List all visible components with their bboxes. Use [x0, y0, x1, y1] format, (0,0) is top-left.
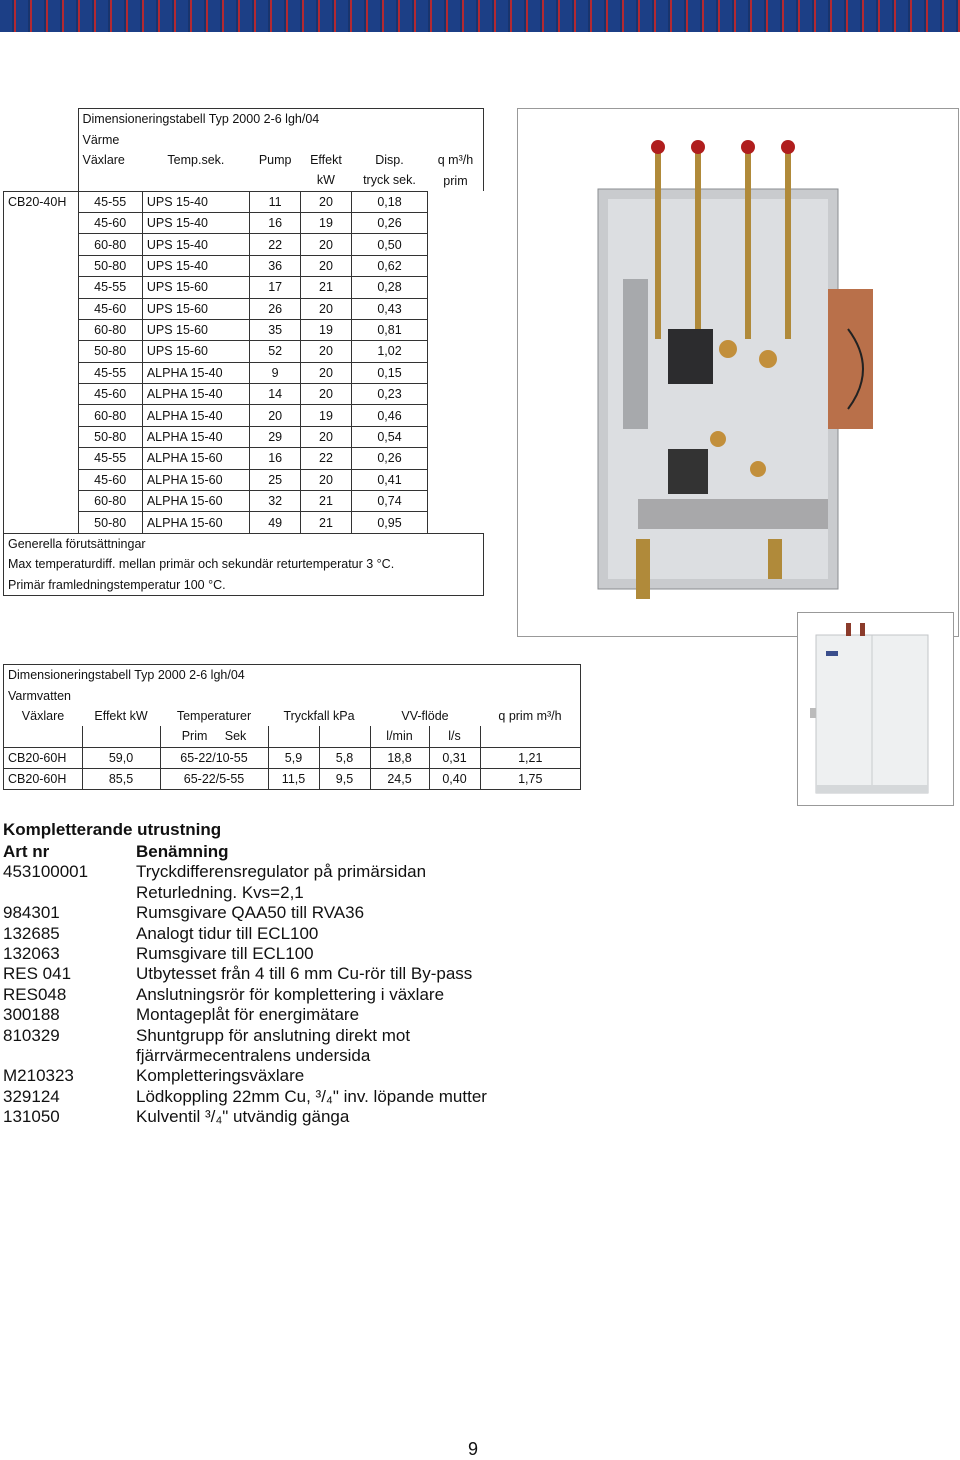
page-number: 9 [468, 1439, 479, 1459]
note-primary-temp: Primär framledningstemperatur 100 °C. [4, 575, 484, 596]
accessory-item [3, 1107, 536, 1127]
table1-row [4, 234, 484, 255]
table1-cell: UPS 15-60 [142, 341, 249, 362]
table2-cell: 1,21 [480, 747, 581, 768]
table1-cell: 29 [249, 426, 300, 447]
table1-row [4, 362, 484, 383]
accessory-name: Anslutningsrör för komplettering i växlare [136, 984, 445, 1004]
accessory-name: Kulventil ³/₄" utvändig gänga [136, 1107, 350, 1127]
accessory-name: Rumsgivare QAA50 till RVA36 [136, 903, 365, 923]
table2-row [4, 768, 581, 789]
table1-cell: 45-60 [78, 469, 142, 490]
table2-cell: 18,8 [370, 747, 429, 768]
table1-cell: 0,43 [351, 298, 428, 319]
table2-body [4, 747, 581, 790]
table1-cell: 60-80 [78, 405, 142, 426]
heating-dimension-table [3, 108, 484, 596]
table1-row [4, 298, 484, 319]
table1-title: Dimensioneringstabell Typ 2000 2-6 lgh/04 [78, 109, 484, 130]
table1-cell: 32 [249, 491, 300, 512]
table2-cell: 5,9 [268, 747, 319, 768]
note-max-diff: Max temperaturdiff. mellan primär och sekundär returtemperatur 3 °C. [4, 554, 484, 574]
table1-cell: 21 [301, 491, 351, 512]
table1-cell: 20 [301, 255, 351, 276]
table1-row [4, 405, 484, 426]
table1-cell: 20 [301, 469, 351, 490]
hot-water-dimension-table [3, 664, 581, 790]
table1-cell: 45-55 [78, 362, 142, 383]
table1-cell: ALPHA 15-40 [142, 384, 249, 405]
table1-cell: 21 [301, 512, 351, 533]
accessory-art-nr: 132685 [3, 923, 60, 943]
col2-ls: l/s [429, 726, 480, 747]
table1-cell: 52 [249, 341, 300, 362]
table1-cell: 20 [301, 341, 351, 362]
col2-vaxlare: Växlare [4, 706, 83, 726]
top-banner [0, 0, 960, 32]
table1-subtitle: Värme [78, 129, 484, 149]
table1-cell: 0,74 [351, 491, 428, 512]
table1-cell: 45-55 [78, 277, 142, 298]
col-effekt: Effekt [310, 152, 342, 167]
accessory-name: Utbytesset från 4 till 6 mm Cu-rör till By-pass [136, 964, 473, 984]
table1-row [4, 448, 484, 469]
table1-row [4, 319, 484, 340]
table2-title: Dimensioneringstabell Typ 2000 2-6 lgh/04 [4, 665, 581, 686]
table1-cell: 20 [301, 191, 351, 212]
accessory-item [3, 1005, 536, 1025]
col2-vv: VV-flöde [401, 708, 449, 723]
accessory-item [3, 944, 536, 964]
table1-cell: ALPHA 15-40 [142, 362, 249, 383]
table1-cell: 50-80 [78, 512, 142, 533]
table2-cell: 24,5 [370, 768, 429, 789]
accessory-item [3, 964, 536, 984]
table2-cell: 0,31 [429, 747, 480, 768]
accessory-name: Shuntgrupp för anslutning direkt mot [136, 1025, 411, 1045]
col-disp: Disp. [375, 152, 404, 167]
table1-cell: UPS 15-40 [142, 234, 249, 255]
col-effekt-unit: kW [316, 173, 335, 188]
table2-cell: CB20-60H [4, 747, 83, 768]
table1-row [4, 491, 484, 512]
table1-cell: 60-80 [78, 234, 142, 255]
accessory-item [3, 1066, 536, 1086]
table1-cell: 16 [249, 448, 300, 469]
accessories-col-art: Art nr [3, 842, 50, 861]
table2-cell: 9,5 [319, 768, 370, 789]
accessory-name: fjärrvärmecentralens undersida [136, 1046, 371, 1066]
table1-cell: 16 [249, 212, 300, 233]
table1-cell: 60-80 [78, 491, 142, 512]
accessory-item [3, 862, 536, 882]
table1-cell: 45-55 [78, 191, 142, 212]
table1-cell: 0,81 [351, 319, 428, 340]
col-q2: prim [428, 170, 484, 191]
table1-cell: ALPHA 15-60 [142, 512, 249, 533]
table1-cell: 0,18 [351, 191, 428, 212]
table2-cell: 5,8 [319, 747, 370, 768]
accessory-item [3, 1087, 536, 1107]
accessories-title: Kompletterande utrustning [3, 820, 222, 839]
table1-cell: 21 [301, 277, 351, 298]
table1-cell: 50-80 [78, 341, 142, 362]
table2-cell: 65-22/10-55 [160, 747, 268, 768]
table1-cell: 0,50 [351, 234, 428, 255]
accessory-item [3, 1046, 536, 1066]
table1-cell: ALPHA 15-60 [142, 491, 249, 512]
table1-cell: 1,02 [351, 341, 428, 362]
table1-cell: 45-60 [78, 384, 142, 405]
table1-row [4, 469, 484, 490]
table1-cell: 49 [249, 512, 300, 533]
table1-cell: 36 [249, 255, 300, 276]
col-pump: Pump [258, 152, 292, 167]
col2-q: q prim m³/h [480, 706, 581, 726]
table1-cell: 20 [301, 298, 351, 319]
accessory-item [3, 903, 536, 923]
accessory-art-nr: M210323 [3, 1066, 74, 1086]
table1-cell: 0,15 [351, 362, 428, 383]
table1-row [4, 341, 484, 362]
table1-cell: 60-80 [78, 319, 142, 340]
table2-cell: 0,40 [429, 768, 480, 789]
accessory-name: Lödkoppling 22mm Cu, ³/₄" inv. löpande mutter [136, 1086, 487, 1106]
table1-cell: ALPHA 15-60 [142, 469, 249, 490]
accessory-art-nr: 132063 [3, 944, 60, 964]
accessories-list [3, 842, 536, 1128]
table1-cell: 25 [249, 469, 300, 490]
accessory-art-nr [3, 1046, 136, 1066]
table1-cell: 9 [249, 362, 300, 383]
table1-cell: 19 [301, 319, 351, 340]
table2-cell: 11,5 [268, 768, 319, 789]
accessory-name: Kompletteringsväxlare [136, 1066, 305, 1086]
table1-cell: UPS 15-60 [142, 319, 249, 340]
col2-lmin: l/min [370, 726, 429, 747]
table1-cell: 45-55 [78, 448, 142, 469]
accessory-item [3, 924, 536, 944]
note-general: Generella förutsättningar [4, 533, 484, 554]
table1-cell: 0,62 [351, 255, 428, 276]
table1-row [4, 191, 484, 212]
table1-row [4, 512, 484, 533]
accessory-item [3, 883, 536, 903]
accessory-art-nr: RES 041 [3, 964, 72, 984]
table1-cell: 45-60 [78, 212, 142, 233]
table1-cell: 0,28 [351, 277, 428, 298]
table1-row [4, 384, 484, 405]
accessory-name: Tryckdifferensregulator på primärsidan [136, 862, 427, 882]
table1-cell: 22 [301, 448, 351, 469]
table1-cell: 20 [249, 405, 300, 426]
table1-cell: 0,95 [351, 512, 428, 533]
table1-cell: UPS 15-60 [142, 277, 249, 298]
table2-cell: 85,5 [82, 768, 160, 789]
accessory-name: Rumsgivare till ECL100 [136, 944, 314, 964]
col2-tryck: Tryckfall kPa [283, 708, 355, 723]
table1-cell: 19 [301, 212, 351, 233]
accessory-art-nr [3, 883, 136, 903]
table2-cell: CB20-60H [4, 768, 83, 789]
col2-prim: Prim [181, 729, 208, 744]
table1-cell: 26 [249, 298, 300, 319]
table1-cell: 0,26 [351, 212, 428, 233]
table2-row [4, 747, 581, 768]
accessory-item [3, 985, 536, 1005]
accessory-art-nr: 984301 [3, 903, 60, 923]
table1-cell: 0,41 [351, 469, 428, 490]
table2-cell: 59,0 [82, 747, 160, 768]
table1-row [4, 426, 484, 447]
table1-cell: 50-80 [78, 426, 142, 447]
table1-cell: 0,23 [351, 384, 428, 405]
table1-cell: 0,54 [351, 426, 428, 447]
table2-cell: 65-22/5-55 [160, 768, 268, 789]
table1-cell: 35 [249, 319, 300, 340]
table1-cell: 0,26 [351, 448, 428, 469]
table1-cell: ALPHA 15-40 [142, 405, 249, 426]
table1-cell: 17 [249, 277, 300, 298]
table1-cell: 19 [301, 405, 351, 426]
accessory-art-nr: 453100001 [3, 862, 89, 882]
col-vaxlare: Växlare [78, 150, 142, 170]
table1-row [4, 212, 484, 233]
table2-cell: 1,75 [480, 768, 581, 789]
accessory-art-nr: 131050 [3, 1107, 60, 1127]
accessory-art-nr: 300188 [3, 1005, 60, 1025]
table1-cell: UPS 15-40 [142, 255, 249, 276]
accessory-art-nr: 810329 [3, 1025, 60, 1045]
table1-cell: UPS 15-40 [142, 191, 249, 212]
accessory-name: Montageplåt för energimätare [136, 1005, 360, 1025]
col2-effekt: Effekt kW [94, 708, 148, 723]
table1-cell: UPS 15-40 [142, 212, 249, 233]
table1-cell: 14 [249, 384, 300, 405]
col2-sek: Sek [224, 729, 247, 744]
cabinet-photo [797, 612, 954, 806]
accessories-col-name: Benämning [136, 842, 229, 861]
table1-cell: 22 [249, 234, 300, 255]
col-q: q m³/h [428, 150, 484, 170]
table1-cell: 20 [301, 426, 351, 447]
col2-temp: Temperaturer [176, 708, 252, 723]
table1-cell: ALPHA 15-40 [142, 426, 249, 447]
col-disp2: tryck sek. [363, 173, 416, 188]
accessory-name: Analogt tidur till ECL100 [136, 923, 319, 943]
table1-cell: 0,46 [351, 405, 428, 426]
table1-cell: 50-80 [78, 255, 142, 276]
table1-cell: 20 [301, 384, 351, 405]
table1-cell: 20 [301, 234, 351, 255]
table1-row [4, 255, 484, 276]
col-temp: Temp.sek. [167, 152, 225, 167]
table1-row [4, 277, 484, 298]
accessory-art-nr: 329124 [3, 1086, 60, 1106]
table1-cell: 20 [301, 362, 351, 383]
table1-cell: 45-60 [78, 298, 142, 319]
table2-subtitle: Varmvatten [4, 685, 581, 705]
accessory-name: Returledning. Kvs=2,1 [136, 882, 304, 902]
accessory-art-nr: RES048 [3, 984, 67, 1004]
accessory-item [3, 1026, 536, 1046]
table1-cell: ALPHA 15-60 [142, 448, 249, 469]
table1-cell: 11 [249, 191, 300, 212]
table1-body [4, 191, 484, 533]
substation-photo [517, 108, 959, 637]
model-cell: CB20-40H [4, 191, 79, 212]
table1-cell: UPS 15-60 [142, 298, 249, 319]
